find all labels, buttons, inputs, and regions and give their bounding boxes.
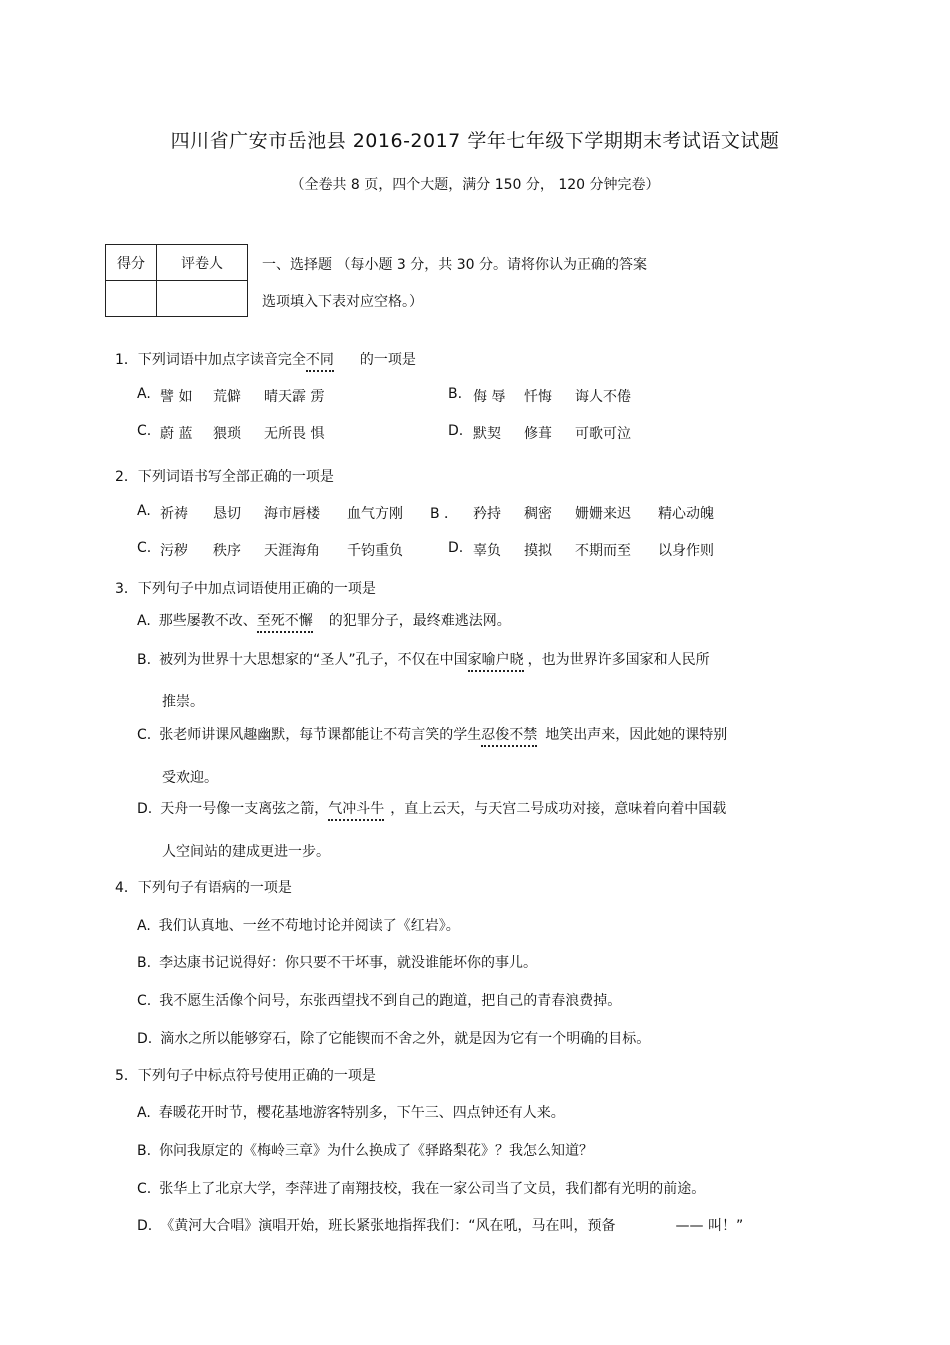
question-1-option-b[interactable]: B. [448, 386, 463, 402]
option-word: 猥琐 [213, 426, 241, 442]
score-table [105, 244, 248, 317]
question-1-option-c[interactable]: C. [137, 423, 152, 439]
question-5-option-c[interactable]: C. 张华上了北京大学，李萍进了南翔技校，我在一家公司当了文员，我们都有光明的前途。 [137, 1181, 706, 1197]
question-2-option-a[interactable]: A. [137, 503, 151, 519]
option-word: 以身作则 [658, 543, 714, 559]
page-subtitle: （全卷共 8 页，四个大题，满分 150 分， 120 分钟完卷） [290, 177, 660, 193]
question-4-option-c[interactable]: C. 我不愿生活像个问号，东张西望找不到自己的跑道，把自己的青春浪费掉。 [137, 993, 622, 1009]
score-header: 得分 [106, 245, 157, 281]
option-word: 千钧重负 [347, 543, 403, 559]
question-5-option-a[interactable]: A. 春暖花开时节，樱花基地游客特别多，下午三、四点钟还有人来。 [137, 1105, 565, 1121]
question-1-stem: 1．下列词语中加点字读音完全不同 的一项是 [115, 349, 416, 369]
dotted-emphasis: 气冲斗牛 [328, 801, 384, 821]
option-word: 可歌可泣 [575, 426, 631, 442]
option-word: 祈祷 [160, 506, 188, 522]
option-word: 血气方刚 [347, 506, 403, 522]
question-3-option-b-cont: 推崇。 [162, 694, 204, 710]
option-word: 海市唇楼 [264, 506, 320, 522]
option-word: 蔚 蓝 [160, 426, 193, 442]
option-word: 侮 辱 [473, 389, 506, 405]
option-word: 秩序 [213, 543, 241, 559]
question-3-option-c-cont: 受欢迎。 [162, 770, 218, 786]
question-5-option-d[interactable]: D. 《黄河大合唱》演唱开始，班长紧张地指挥我们：“风在吼，马在叫，预备 —— 叫！” [137, 1218, 744, 1234]
score-cell[interactable] [106, 281, 157, 317]
grader-cell[interactable] [157, 281, 248, 317]
option-word: 姗姗来迟 [575, 506, 631, 522]
question-2-stem: 2．下列词语书写全部正确的一项是 [115, 469, 334, 485]
option-word: 恳切 [213, 506, 241, 522]
question-3-option-a[interactable]: A. 那些屡教不改、至死不懈 的犯罪分子，最终难逃法网。 [137, 610, 511, 630]
question-3-option-d-cont: 人空间站的建成更进一步。 [162, 844, 330, 860]
option-word: 无所畏 惧 [264, 426, 325, 442]
option-word: 污秽 [160, 543, 188, 559]
option-word: 天涯海角 [264, 543, 320, 559]
option-word: 摸拟 [524, 543, 552, 559]
question-1-option-a[interactable]: A. [137, 386, 151, 402]
option-word: 诲人不倦 [575, 389, 631, 405]
option-word: 不期而至 [575, 543, 631, 559]
option-word: 忏悔 [524, 389, 552, 405]
option-word: 辜负 [473, 543, 501, 559]
option-word: 稠密 [524, 506, 552, 522]
option-word: 晴天霹 雳 [264, 389, 325, 405]
question-4-option-a[interactable]: A. 我们认真地、一丝不苟地讨论并阅读了《红岩》。 [137, 918, 460, 934]
dotted-emphasis: 家喻户晓 [468, 652, 524, 672]
question-2-option-c[interactable]: C. [137, 540, 152, 556]
option-word: 修葺 [524, 426, 552, 442]
option-word: 譬 如 [160, 389, 193, 405]
question-5-stem: 5．下列句子中标点符号使用正确的一项是 [115, 1068, 376, 1084]
dotted-emphasis: 至死不懈 [257, 613, 313, 633]
option-word: 默契 [473, 426, 501, 442]
question-3-option-d[interactable]: D. 天舟一号像一支离弦之箭，气冲斗牛 ，直上云天，与天宫二号成功对接，意味着向着中国载 [137, 798, 726, 818]
question-2-option-b[interactable]: B ． [430, 506, 459, 522]
question-3-stem: 3．下列句子中加点词语使用正确的一项是 [115, 581, 376, 597]
option-word: 矜持 [473, 506, 501, 522]
question-1-option-d[interactable]: D. [448, 423, 464, 439]
page-title: 四川省广安市岳池县 2016-2017 学年七年级下学期期末考试语文试题 [170, 130, 780, 152]
option-word: 精心动魄 [658, 506, 714, 522]
question-4-stem: 4．下列句子有语病的一项是 [115, 880, 292, 896]
dotted-emphasis: 忍俊不禁 [481, 727, 537, 747]
question-3-option-c[interactable]: C. 张老师讲课风趣幽默，每节课都能让不苟言笑的学生忍俊不禁 地笑出声来，因此她的课特别 [137, 724, 727, 744]
dotted-emphasis: 不同 [306, 352, 334, 372]
question-4-option-d[interactable]: D. 滴水之所以能够穿石，除了它能锲而不舍之外，就是因为它有一个明确的目标。 [137, 1031, 651, 1047]
question-5-option-b[interactable]: B. 你问我原定的《梅岭三章》为什么换成了《驿路梨花》？我怎么知道？ [137, 1143, 594, 1159]
question-3-option-b[interactable]: B. 被列为世界十大思想家的“圣人”孔子，不仅在中国家喻户晓 ，也为世界许多国家和人民所 [137, 649, 710, 669]
section-heading-cont: 选项填入下表对应空格。） [262, 294, 423, 310]
grader-header: 评卷人 [157, 245, 248, 281]
question-2-option-d[interactable]: D. [448, 540, 464, 556]
section-heading: 一、选择题 （每小题 3 分，共 30 分。请将你认为正确的答案 [262, 257, 647, 273]
option-word: 荒僻 [213, 389, 241, 405]
question-4-option-b[interactable]: B. 李达康书记说得好：你只要不干坏事，就没谁能坏你的事儿。 [137, 955, 538, 971]
